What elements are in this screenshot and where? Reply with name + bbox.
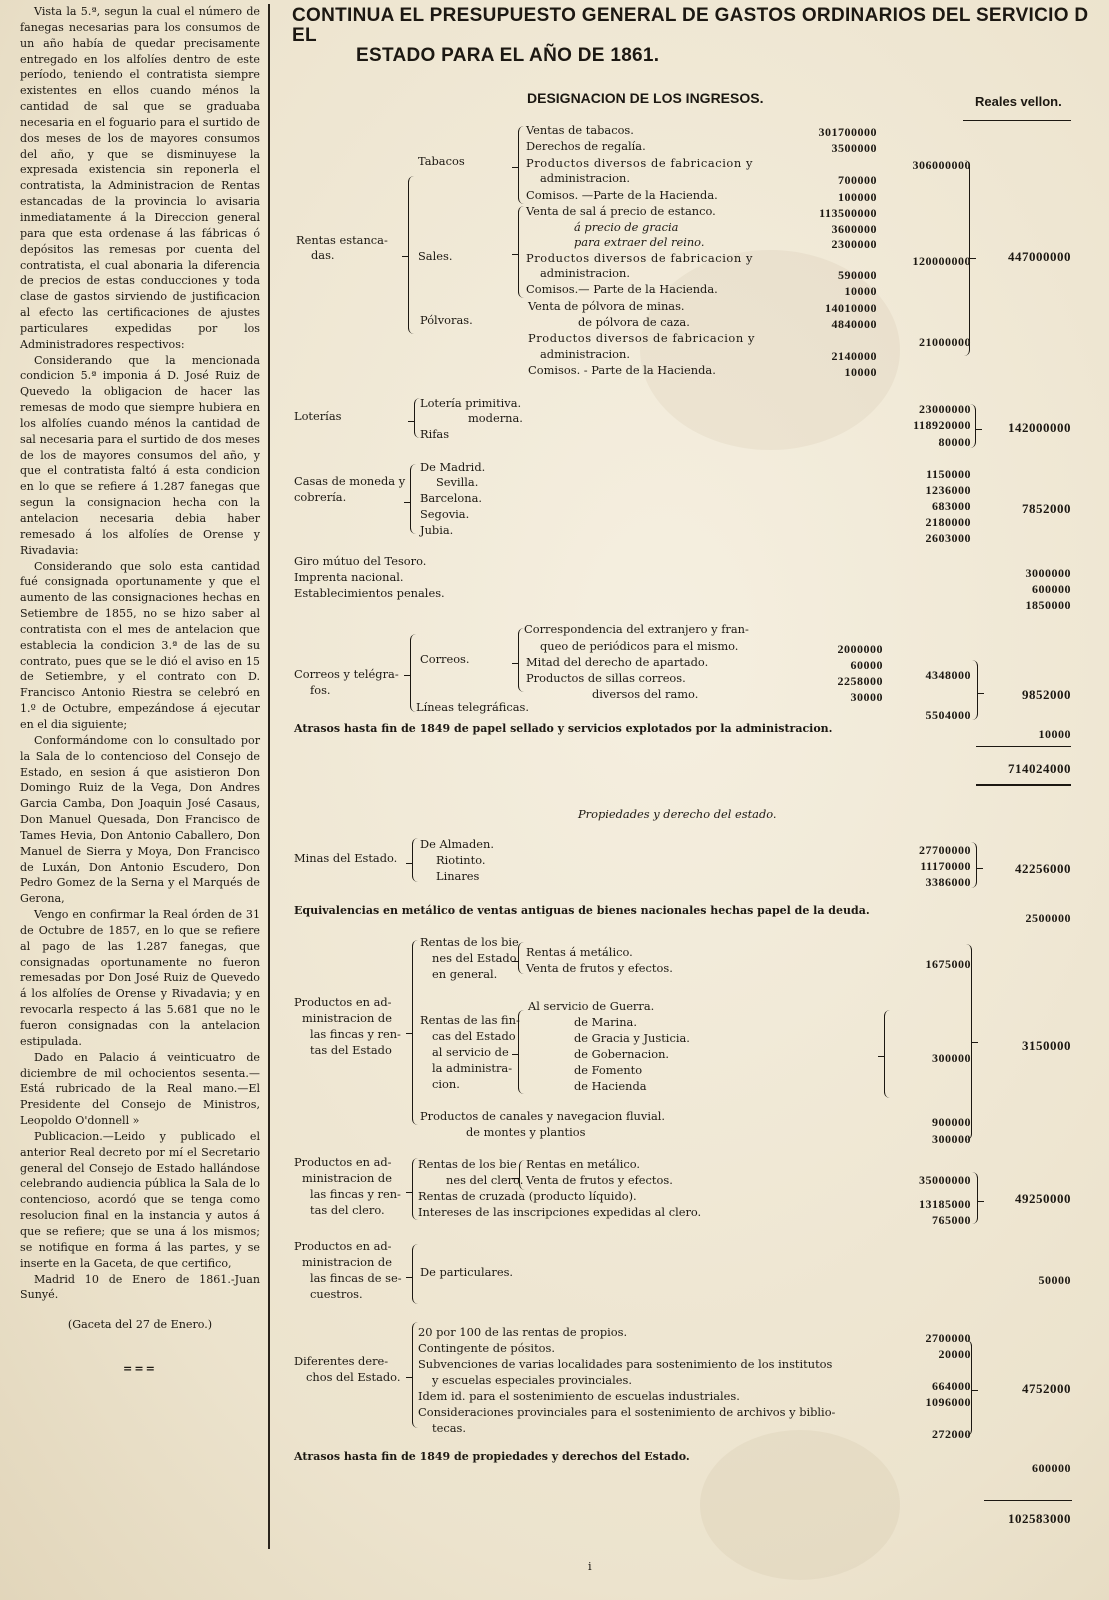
- paragraph: Vengo en confirmar la Real órden de 31 de Octubre de 1857, en lo que se refiere al pago de las 1.287 fanegas, que consignadas oportunamente no fueron remesadas por Don José Ruiz de Quevedo á los alfolíes de Orense y Rivadavia; y en revocarla respecto á las 5.681 que no le fueron consignadas con la antelacion estipulada.: [20, 908, 260, 1048]
- group-label-2: fos.: [310, 683, 331, 697]
- value: 1150000: [926, 467, 971, 481]
- item: de Gracia y Justicia.: [574, 1031, 690, 1045]
- brace: [518, 126, 524, 204]
- item: De Almaden.: [420, 837, 494, 851]
- sub-label-2: nes del Estado: [432, 951, 517, 965]
- total: 3150000: [1022, 1038, 1071, 1053]
- brace: [518, 1010, 524, 1094]
- item: á precio de gracia: [574, 220, 679, 234]
- value: 3000000: [1025, 566, 1071, 580]
- paragraph: Considerando que solo esta cantidad fué consignada oportunamente y que el aumento de las consignaciones hechas en Setiembre de 1855, no se hizo saber al contratista con el mes de antelacion que establecia la condicion 3.ª de las de su contrato, pues que se le dió el aviso en 15 de Setiembre, y el contrato con D. Francisco Antonio Riestra se celebró en 1.º de Octubre, empezándose á ejecutar en el dia siguiente;: [20, 559, 260, 731]
- total: 142000000: [1008, 420, 1071, 435]
- value: 900000: [932, 1115, 971, 1129]
- item: Productos de sillas correos.: [526, 671, 686, 685]
- total: 4752000: [1022, 1381, 1071, 1396]
- sub-label: Rentas de los bie: [420, 935, 519, 949]
- group-label-3: las fincas y ren-: [310, 1027, 401, 1041]
- value: 13185000: [919, 1197, 971, 1211]
- item: Imprenta nacional.: [294, 570, 404, 584]
- item: Rentas de cruzada (producto líquido).: [418, 1189, 637, 1203]
- item: Productos diversos de fabricacion y: [528, 331, 756, 345]
- page-title: [292, 6, 1092, 66]
- item: tecas.: [432, 1421, 466, 1435]
- item: Contingente de pósitos.: [418, 1341, 555, 1355]
- item: moderna.: [468, 411, 523, 425]
- brace: [964, 160, 970, 356]
- group-label-3: las fincas y ren-: [310, 1187, 401, 1201]
- value: 14010000: [825, 301, 877, 315]
- value: 2500000: [1025, 911, 1071, 925]
- value: 80000: [938, 435, 971, 449]
- item: de Hacienda: [574, 1079, 647, 1093]
- brace: [412, 1244, 418, 1304]
- value: 590000: [838, 268, 877, 282]
- paragraph: Madrid 10 de Enero de 1861.-Juan Sunyé.: [20, 1272, 260, 1302]
- citation: (Gaceta del 27 de Enero.): [67, 1318, 213, 1332]
- value: 1236000: [925, 483, 971, 497]
- sum-rule: [976, 746, 1071, 747]
- ornament: ===: [123, 1362, 157, 1376]
- value: 3500000: [831, 141, 877, 155]
- value: 27700000: [919, 843, 971, 857]
- value: 2603000: [925, 531, 971, 545]
- value: 765000: [932, 1213, 971, 1227]
- group-label: Loterías: [294, 409, 342, 423]
- value: 600000: [1032, 1461, 1071, 1475]
- group-label: Productos en ad-: [294, 1239, 392, 1253]
- value: 683000: [932, 499, 971, 513]
- value: 30000: [850, 690, 883, 704]
- value: 301700000: [818, 125, 877, 139]
- subtotal: 21000000: [919, 335, 971, 349]
- item: Al servicio de Guerra.: [528, 999, 655, 1013]
- value: 1850000: [1025, 598, 1071, 612]
- total: 42256000: [1015, 861, 1071, 876]
- sub-label-2: nes del clero.: [446, 1173, 524, 1187]
- group-label-3: las fincas de se-: [310, 1271, 402, 1285]
- item: de pólvora de caza.: [578, 315, 690, 329]
- total: 49250000: [1015, 1191, 1071, 1206]
- sales-label: Sales.: [418, 249, 453, 263]
- value: 3600000: [831, 222, 877, 236]
- section-heading: Propiedades y derecho del estado.: [578, 807, 777, 821]
- item: Productos diversos de fabricacion y: [526, 156, 754, 170]
- value: 11170000: [920, 859, 971, 873]
- item: de montes y plantios: [466, 1125, 586, 1139]
- value: 113500000: [819, 206, 877, 220]
- item: administracion.: [540, 347, 631, 361]
- paragraph: Dado en Palacio á veinticuatro de diciembre de mil ochocientos sesenta.—Está rubricado de la Real mano.—El Presidente del Consejo de Ministros, Leopoldo O'donnell »: [20, 1050, 260, 1128]
- group-label-4: tas del Estado: [310, 1043, 392, 1057]
- value: 272000: [932, 1427, 971, 1441]
- item: Linares: [436, 869, 480, 883]
- subtotal: 120000000: [912, 254, 971, 268]
- value: 664000: [932, 1379, 971, 1393]
- value: 2700000: [925, 1331, 971, 1345]
- paragraph: Conformándome con lo consultado por la Sala de lo contencioso del Consejo de Estado, en sesion á que asistieron Don Domingo Ruiz de la Vega, Don Andres Garcia Camba, Don Joaquin José Casaus, Don Manuel Quesada, Don Francisco de Tames Hevia, Don Antonio Caballero, Don Manuel de Sierra y Moya, Don Francisco de Luxán, Don Antonio Escudero, Don Pedro Gomez de la Serna y el Marqués de Gerona,: [20, 733, 260, 906]
- value: 3386000: [925, 875, 971, 889]
- group-label-rentas-2: das.: [311, 248, 335, 262]
- subtotal: 5504000: [925, 708, 971, 722]
- group-label: Productos en ad-: [294, 1155, 392, 1169]
- brace: [884, 1010, 890, 1098]
- left-column-text: [20, 4, 260, 1377]
- item: diversos del ramo.: [592, 687, 699, 701]
- value: 600000: [1032, 582, 1071, 596]
- item: de Fomento: [574, 1063, 643, 1077]
- item: 20 por 100 de las rentas de propios.: [418, 1325, 628, 1339]
- polvoras-label: Pólvoras.: [420, 313, 473, 327]
- sub-label-2: cas del Estado: [432, 1029, 516, 1043]
- value: 2000000: [837, 642, 883, 656]
- value: 4840000: [831, 317, 877, 331]
- value: 700000: [838, 173, 877, 187]
- brace: [966, 1340, 972, 1436]
- subtotal: 4348000: [925, 668, 971, 682]
- paragraph: Considerando que la mencionada condicion 5.ª imponia á D. José Ruiz de Quevedo la obligacion de hacer las remesas de modo que siempre hubiera en los alfolíes cuando ménos la cantidad de sal necesaria para el surtido de dos meses de los de mayores consumos del año, y que el contratista faltó á esta condicion en lo que se refiere á 1.287 fanegas que segun la consignacion hecha con la antelacion necesaria debia haber remesado á los alfolíes de Orense y Rivadavia:: [20, 353, 260, 557]
- title-line-1: CONTINUA EL PRESUPUESTO GENERAL DE GASTOS ORDINARIOS DEL SERVICIO D EL: [292, 5, 1089, 46]
- item: Riotinto.: [436, 853, 486, 867]
- item: Comisos.— Parte de la Hacienda.: [526, 282, 718, 296]
- total: 447000000: [1008, 249, 1071, 264]
- group-label-2: ministracion de: [302, 1011, 392, 1025]
- sum-rule: [984, 1500, 1072, 1501]
- group-label-2: chos del Estado.: [306, 1370, 401, 1384]
- page-mark: i: [588, 1559, 592, 1573]
- group-label-4: cuestros.: [310, 1287, 363, 1301]
- value: 1675000: [925, 957, 971, 971]
- group-label: Minas del Estado.: [294, 851, 398, 865]
- brace: [410, 464, 416, 534]
- item: De Madrid.: [420, 460, 486, 474]
- group-label: Casas de moneda y: [294, 474, 406, 488]
- sub-label-5: cion.: [432, 1077, 460, 1091]
- value: 35000000: [919, 1173, 971, 1187]
- paragraph: Publicacion.—Leido y publicado el anterior Real decreto por mí el Secretario general del Consejo de Estado hallándose celebrando audiencia pública la Sala de lo contencioso, acordó que se tenga como resolucion final en la instancia y autos á que se refiere; que se una á los mismos; se notifique en forma á las partes, y se inserte en la Gaceta, de que certifico,: [20, 1129, 260, 1270]
- brace: [972, 660, 978, 720]
- subtotal-total: 714024000: [1008, 761, 1071, 776]
- item: Idem id. para el sostenimiento de escuelas industriales.: [418, 1389, 740, 1403]
- item: Venta de frutos y efectos.: [526, 961, 673, 975]
- designation-header: DESIGNACION DE LOS INGRESOS.: [527, 90, 764, 106]
- value: 10000: [844, 284, 877, 298]
- value: 2140000: [831, 349, 877, 363]
- brace: [970, 404, 976, 448]
- item: Venta de sal á precio de estanco.: [526, 204, 716, 218]
- value: 10000: [1038, 727, 1071, 741]
- currency-header: Reales vellon.: [975, 94, 1062, 109]
- item: Venta de pólvora de minas.: [528, 299, 685, 313]
- item: Sevilla.: [436, 475, 479, 489]
- column-divider: [268, 4, 270, 1549]
- brace: [519, 1160, 525, 1190]
- item: administracion.: [540, 171, 631, 185]
- brace: [518, 942, 524, 974]
- item: Consideraciones provinciales para el sostenimiento de archivos y biblio-: [418, 1405, 836, 1419]
- group-label-2: ministracion de: [302, 1255, 392, 1269]
- group-label-2: ministracion de: [302, 1171, 392, 1185]
- item: Giro mútuo del Tesoro.: [294, 554, 427, 568]
- value: 10000: [844, 365, 877, 379]
- sub-label: Rentas de los bie: [418, 1157, 517, 1171]
- atrasos-label: Atrasos hasta fin de 1849 de propiedades y derechos del Estado.: [294, 1450, 690, 1463]
- brace: [412, 940, 418, 1125]
- value: 60000: [850, 658, 883, 672]
- sum-rule: [976, 784, 1071, 786]
- total: 9852000: [1022, 687, 1071, 702]
- value: 1096000: [925, 1395, 971, 1409]
- value: 118920000: [913, 418, 971, 432]
- brace: [518, 206, 524, 298]
- value: 2300000: [831, 237, 877, 251]
- atrasos-label: Atrasos hasta fin de 1849 de papel sellado y servicios explotados por la administracion.: [294, 722, 833, 735]
- item: de Gobernacion.: [574, 1047, 670, 1061]
- item: administracion.: [540, 266, 631, 280]
- value: 23000000: [919, 402, 971, 416]
- item: Establecimientos penales.: [294, 586, 445, 600]
- brace: [518, 628, 524, 692]
- paper-stain: [700, 1430, 900, 1580]
- item: Ventas de tabacos.: [526, 123, 634, 137]
- value: 50000: [1038, 1273, 1071, 1287]
- group-label: Correos y telégra-: [294, 667, 399, 681]
- sub-label-3: en general.: [432, 967, 498, 981]
- item: Jubia.: [420, 523, 454, 537]
- item: Intereses de las inscripciones expedidas al clero.: [418, 1205, 702, 1219]
- item: y escuelas especiales provinciales.: [432, 1373, 632, 1387]
- group-label-4: tas del clero.: [310, 1203, 385, 1217]
- correos-label: Correos.: [420, 652, 470, 666]
- value: 300000: [932, 1132, 971, 1146]
- brace: [408, 176, 414, 334]
- brace: [971, 842, 977, 888]
- header-rule: [963, 120, 1071, 121]
- item: Rentas en metálico.: [526, 1157, 641, 1171]
- brace: [966, 944, 972, 1140]
- item: Derechos de regalía.: [526, 139, 646, 153]
- item: Productos de canales y navegacion fluvial.: [420, 1109, 666, 1123]
- item: Rifas: [420, 427, 450, 441]
- item: queo de periódicos para el mismo.: [540, 639, 739, 653]
- group-label: Productos en ad-: [294, 995, 392, 1009]
- paragraph: Vista la 5.ª, segun la cual el número de fanegas necesarias para los consumos de un año había de quedar precisamente entregado en los alfolíes dentro de este período, teniendo el contratista siempre existentes en ellos cuando ménos la cantidad de sal que se graduaba necesaria en el foguario para el surtido de dos meses de los de mayores consumos del año, y que se disminuyese la expresada existencia sin reponerla el contratista, la Administracion de Rentas estancadas de la provincia lo avisaria inmediatamente á la Direccion general para que esta ordenase á las fábricas ó depósitos las remesas por cuenta del contratista, el cual abonaria la diferencia de precios de estas conducciones y toda clase de gastos sirviendo de justificacion al efecto las certificaciones de ajustes particulares expedidas por los Administradores respectivos:: [20, 5, 260, 351]
- item: Barcelona.: [420, 491, 482, 505]
- item: para extraer del reino.: [574, 235, 705, 249]
- group-label: Diferentes dere-: [294, 1354, 389, 1368]
- sub-label-4: la administra-: [432, 1061, 513, 1075]
- item: Comisos. - Parte de la Hacienda.: [528, 363, 716, 377]
- item: Venta de frutos y efectos.: [526, 1173, 673, 1187]
- lineas-label: Líneas telegráficas.: [416, 700, 530, 714]
- title-line-2: ESTADO PARA EL AÑO DE 1861.: [356, 45, 660, 66]
- subtotal: 306000000: [912, 158, 971, 172]
- value: 20000: [938, 1347, 971, 1361]
- group-label-2: cobrería.: [294, 490, 347, 504]
- brace: [972, 1172, 978, 1224]
- value: 2180000: [925, 515, 971, 529]
- item: Lotería primitiva.: [420, 396, 522, 410]
- sub-label-3: al servicio de: [432, 1045, 509, 1059]
- brace: [412, 838, 418, 882]
- item: Mitad del derecho de apartado.: [526, 655, 709, 669]
- grand-total: 102583000: [1008, 1511, 1071, 1526]
- item: Comisos. —Parte de la Hacienda.: [526, 188, 718, 202]
- item: De particulares.: [420, 1265, 514, 1279]
- tabacos-label: Tabacos: [418, 154, 465, 168]
- group-label-rentas: Rentas estanca-: [296, 233, 388, 247]
- total: 7852000: [1022, 501, 1071, 516]
- equivalencias-label: Equivalencias en metálico de ventas antiguas de bienes nacionales hechas papel de la deuda.: [294, 904, 870, 917]
- value: 2258000: [837, 674, 883, 688]
- sub-label: Rentas de las fin-: [420, 1013, 520, 1027]
- value: 100000: [838, 190, 877, 204]
- item: Productos diversos de fabricacion y: [526, 251, 754, 265]
- item: Rentas á metálico.: [526, 945, 633, 959]
- item: Correspondencia del extranjero y fran-: [524, 622, 749, 636]
- item: Segovia.: [420, 507, 470, 521]
- item: Subvenciones de varias localidades para sostenimiento de los institutos: [418, 1357, 833, 1371]
- item: de Marina.: [574, 1015, 637, 1029]
- value: 300000: [932, 1051, 971, 1065]
